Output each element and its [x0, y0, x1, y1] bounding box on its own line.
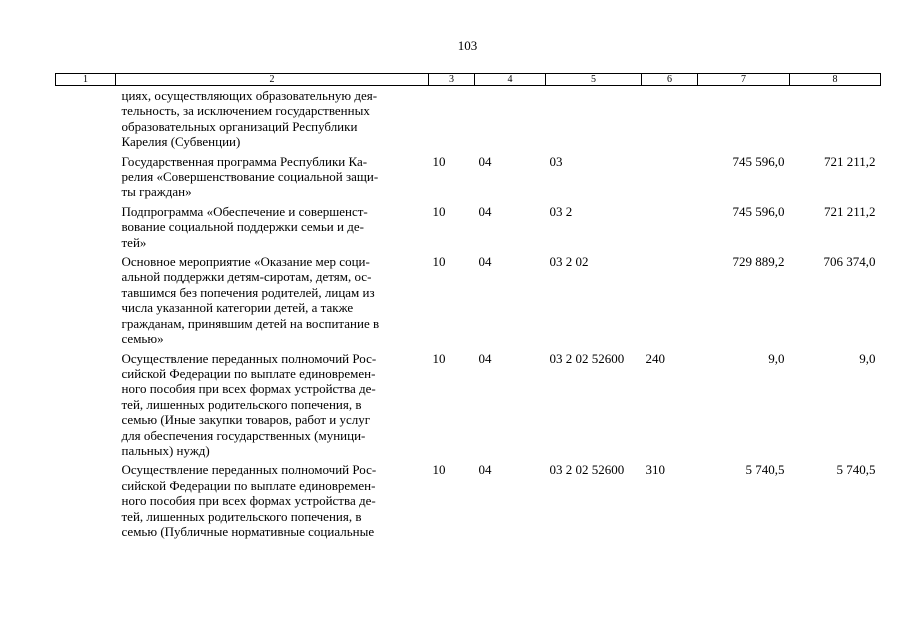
table-row	[56, 458, 881, 539]
expense-type-code	[642, 86, 698, 150]
column-header: 3	[429, 74, 475, 86]
section-code: 10	[432, 462, 446, 478]
item-name-line: вование социальной поддержки семьи и де-	[121, 219, 364, 235]
subsection-code: 04	[478, 203, 492, 219]
item-name-line: пальных) нужд)	[121, 442, 210, 458]
column-header: 8	[790, 74, 881, 86]
table-row	[56, 347, 881, 459]
item-name-line: для обеспечения государственных (муници-	[121, 427, 366, 443]
section-code: 10	[432, 203, 446, 219]
expense-type-code: 310	[645, 462, 665, 478]
target-article-code: 03 2 02 52600	[549, 350, 625, 366]
amount-col8: 9,0	[859, 350, 876, 366]
item-name-line: гражданам, принявшим детей на воспитание в	[121, 315, 380, 331]
target-article-code: 03	[549, 153, 563, 169]
item-name-line: Государственная программа Республики Ка-	[121, 153, 368, 169]
item-name-line: Основное мероприятие «Оказание мер соци-	[121, 254, 370, 270]
amount-col7: 745 596,0	[732, 153, 785, 169]
table-header-row	[56, 74, 881, 86]
table-row	[56, 200, 881, 250]
item-name-line: семью (Иные закупки товаров, работ и услуг	[121, 412, 371, 428]
section-code: 10	[432, 350, 446, 366]
amount-col7	[698, 86, 790, 150]
item-name-line: ного пособия при всех формах устройства де-	[121, 493, 376, 509]
column-header: 6	[642, 74, 698, 86]
amount-col8: 706 374,0	[823, 254, 876, 270]
item-name-cell	[116, 347, 429, 459]
subsection-code: 04	[478, 153, 492, 169]
item-name-line: ного пособия при всех формах устройства де-	[121, 381, 376, 397]
item-name-line: сийской Федерации по выплате единовремен-	[121, 365, 376, 381]
item-name-cell	[116, 200, 429, 250]
section-code: 10	[432, 254, 446, 270]
subsection-code: 04	[478, 254, 492, 270]
item-name-line: тельность, за исключением государственных	[121, 103, 370, 119]
item-name-line: тей»	[121, 234, 147, 250]
item-name-line: образовательных организаций Республики	[121, 118, 358, 134]
column-header: 1	[56, 74, 116, 86]
expense-type-code	[642, 250, 698, 346]
item-name-line: сийской Федерации по выплате единовремен-	[121, 477, 376, 493]
target-article-code	[546, 86, 642, 150]
item-name-cell	[116, 150, 429, 200]
table-row	[56, 250, 881, 346]
item-name-cell	[116, 86, 429, 150]
table-row	[56, 86, 881, 150]
item-name-line: ты граждан»	[121, 184, 192, 200]
target-article-code: 03 2	[549, 203, 573, 219]
amount-col7: 745 596,0	[732, 203, 785, 219]
column-header: 7	[698, 74, 790, 86]
amount-col8: 721 211,2	[823, 153, 876, 169]
item-name-line: Подпрограмма «Обеспечение и совершенст-	[121, 203, 368, 219]
budget-table	[55, 73, 881, 539]
item-name-line: альной поддержки детям-сиротам, детям, ос-	[121, 269, 372, 285]
item-name-line: Карелия (Субвенции)	[121, 134, 241, 150]
target-article-code: 03 2 02	[549, 254, 589, 270]
item-name-line: Осуществление переданных полномочий Рос-	[121, 462, 377, 478]
column-header: 5	[546, 74, 642, 86]
expense-type-code	[642, 200, 698, 250]
amount-col8: 5 740,5	[836, 462, 876, 478]
item-name-line: тей, лишенных родительского попечения, в	[121, 508, 362, 524]
expense-type-code: 240	[645, 350, 665, 366]
item-name-line: релия «Совершенствование социальной защи-	[121, 169, 379, 185]
column-header: 2	[116, 74, 429, 86]
item-name-line: тей, лишенных родительского попечения, в	[121, 396, 362, 412]
section-code	[429, 86, 475, 150]
amount-col7: 729 889,2	[732, 254, 785, 270]
table-row	[56, 150, 881, 200]
section-code: 10	[432, 153, 446, 169]
item-name-line: семью»	[121, 331, 164, 347]
item-name-line: тавшимся без попечения родителей, лицам из	[121, 284, 375, 300]
amount-col8	[790, 86, 881, 150]
item-name-line: семью (Публичные нормативные социальные	[121, 523, 375, 539]
subsection-code	[475, 86, 546, 150]
item-name-line: числа указанной категории детей, а также	[121, 300, 354, 316]
expense-type-code	[642, 150, 698, 200]
subsection-code: 04	[478, 462, 492, 478]
target-article-code: 03 2 02 52600	[549, 462, 625, 478]
item-name-cell	[116, 458, 429, 539]
item-name-line: циях, осуществляющих образовательную дея-	[121, 88, 378, 103]
page-number: 103	[457, 38, 478, 53]
amount-col7: 9,0	[768, 350, 785, 366]
item-name-cell	[116, 250, 429, 346]
amount-col7: 5 740,5	[745, 462, 785, 478]
column-header: 4	[475, 74, 546, 86]
subsection-code: 04	[478, 350, 492, 366]
amount-col8: 721 211,2	[823, 203, 876, 219]
item-name-line: Осуществление переданных полномочий Рос-	[121, 350, 377, 366]
